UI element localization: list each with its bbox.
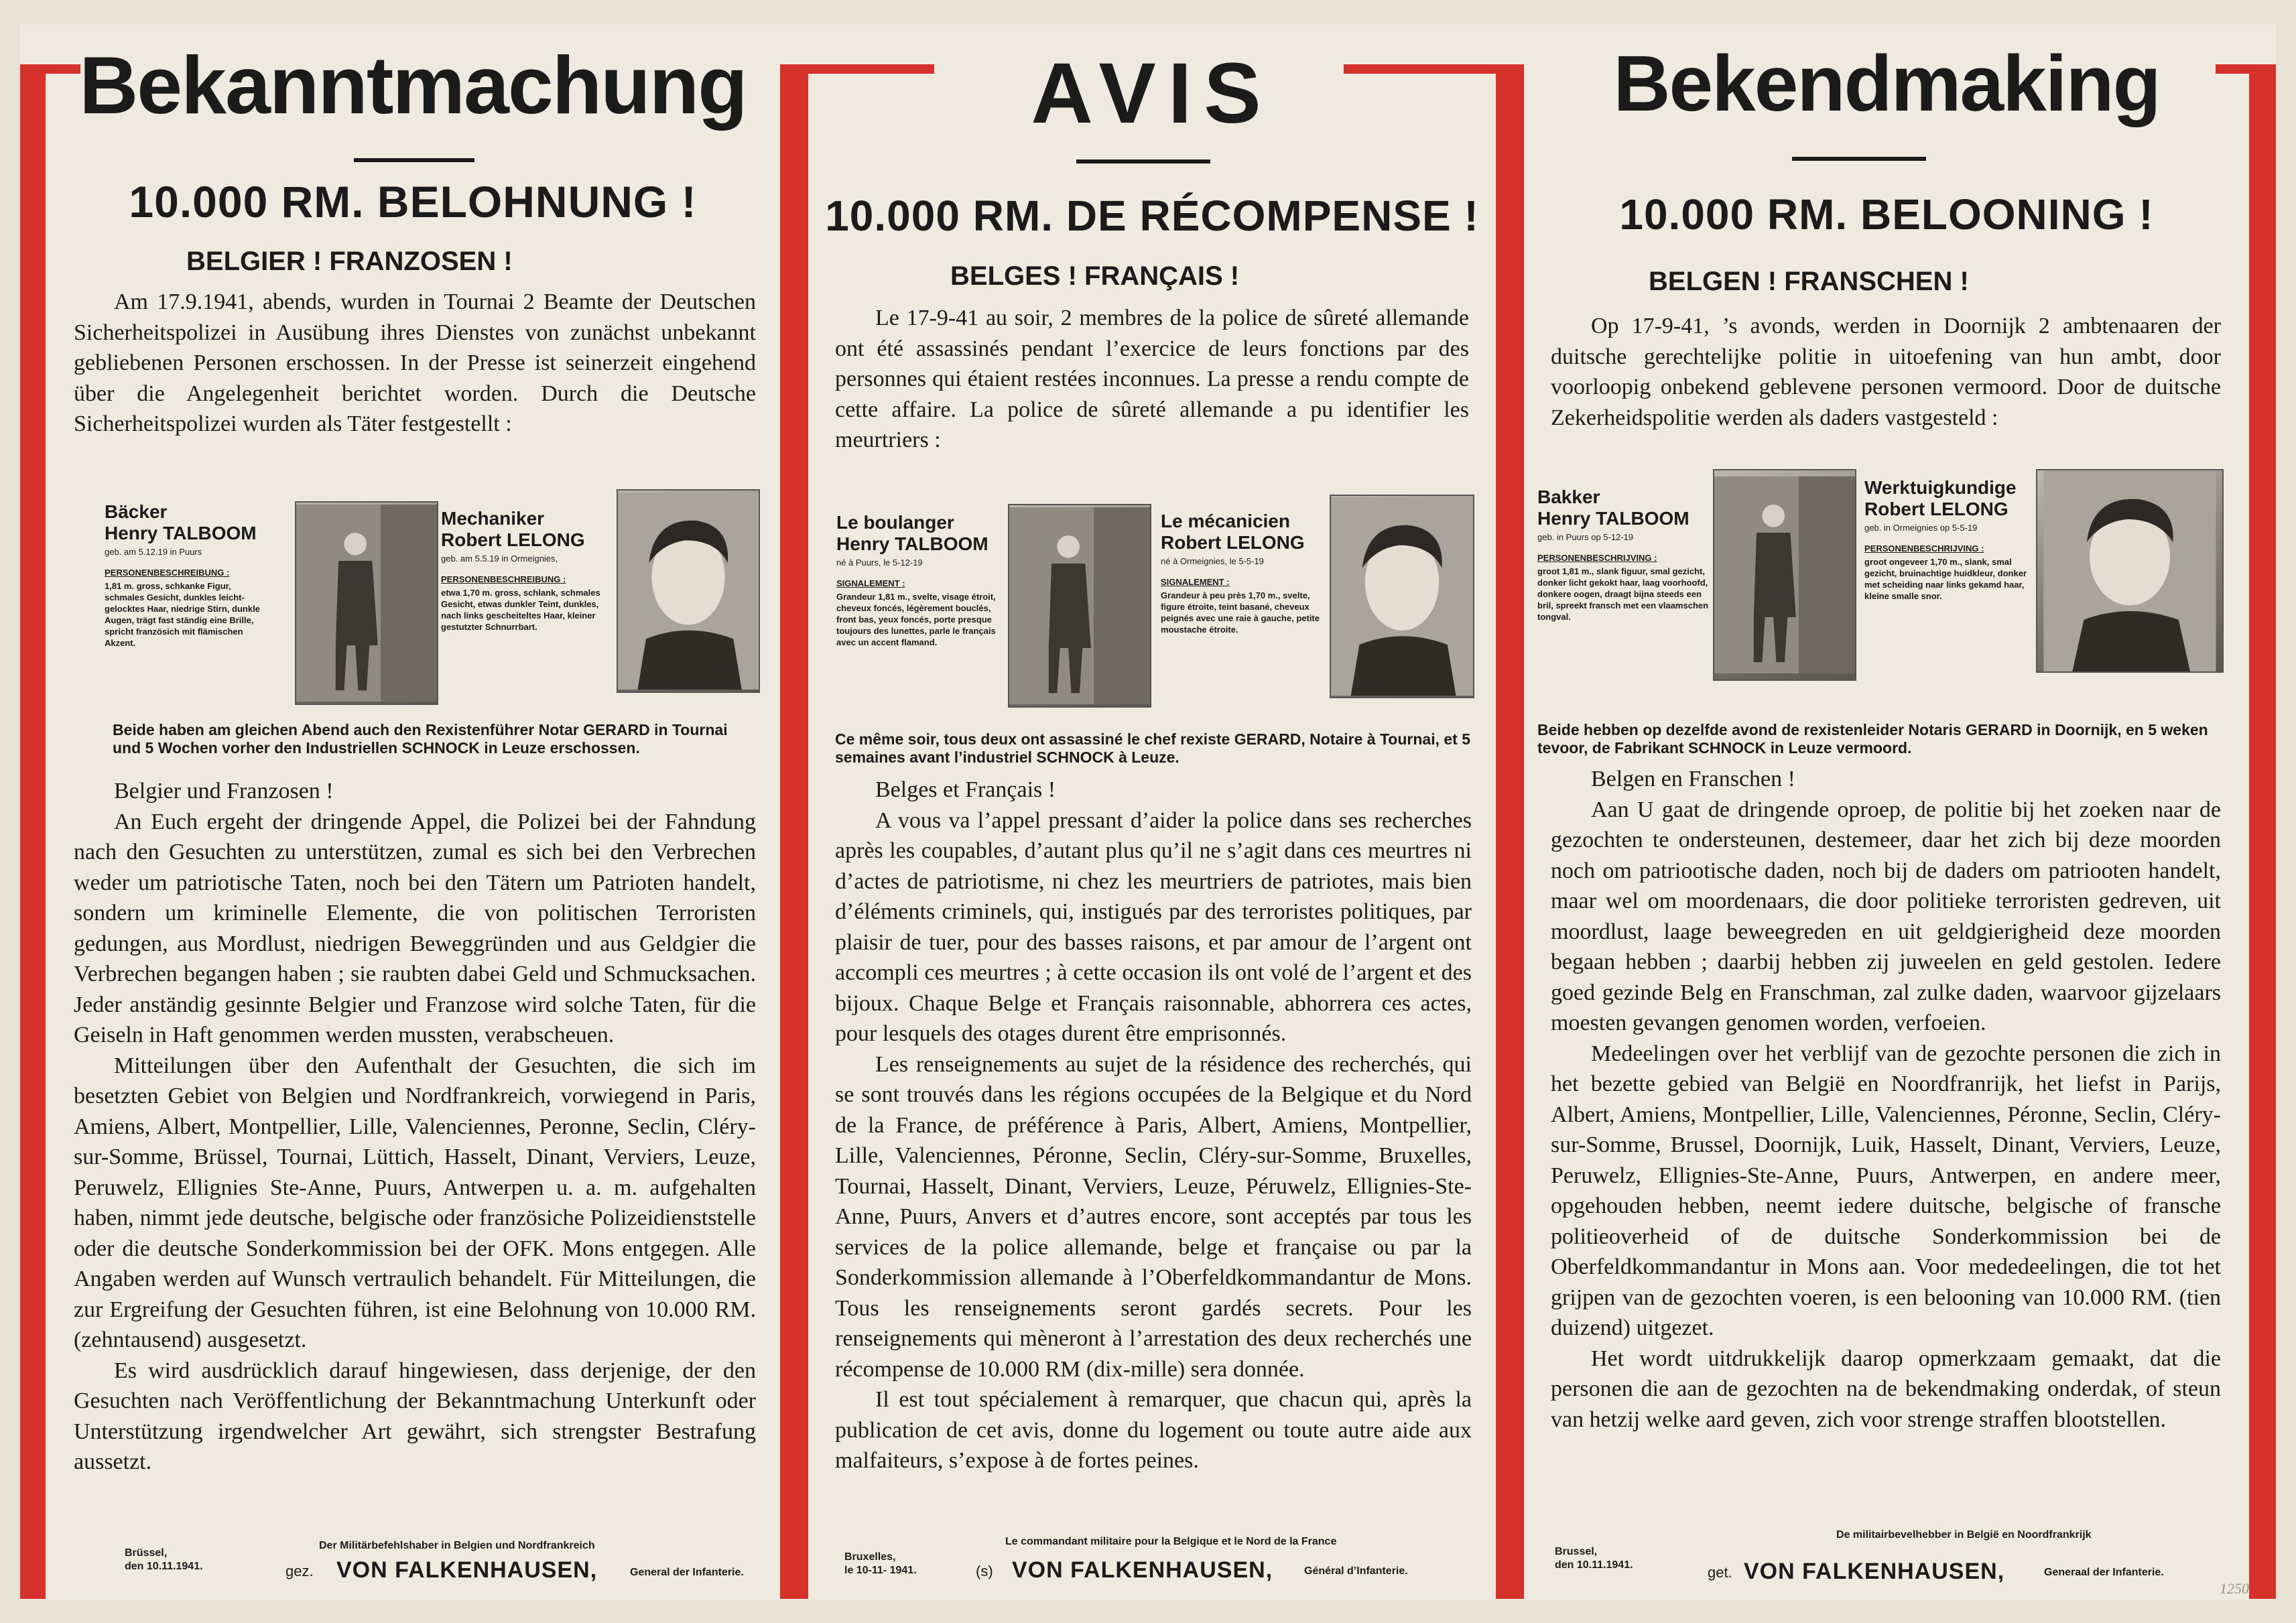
signer-rank: Generaal der Infanterie. xyxy=(2044,1567,2164,1578)
title-underline xyxy=(1076,159,1210,164)
place-date: Bruxelles, le 10-11- 1941. xyxy=(844,1551,917,1576)
paragraph: Belgier und Franzosen ! xyxy=(114,779,334,803)
place-date: Brüssel, den 10.11.1941. xyxy=(125,1547,203,1572)
paragraph: Aan U gaat de dringende oproep, de politie bij het zoeken naar de gezochten te ondersteunen, destemeer, daar het zich bij deze moorden noch om patriootische daden, noch bij de daders om patriooten handelt, maar wel om moordenaars, die door politieke terroristen gedreven, uit moordlust, laage beweegreden en uit geldgierigheid deze moorden begaan hebben ; daarbij hebben zij juweelen en geld gestolen. Iedere goed gezinde Belg en Franschman, zal zulke daden, waarvoor gijzelaars moesten gevangen genomen worden, verfoeien. xyxy=(1551,797,2221,1035)
signed-prefix: get. xyxy=(1708,1564,1732,1581)
paragraph: Il est tout spécialement à remarquer, que chacun qui, après la publication de cet avis, donne du logement ou toute autre aide aux malfaiteurs, s’expose à de fortes peines. xyxy=(835,1387,1472,1473)
person-talboom xyxy=(105,501,272,649)
signature-block xyxy=(125,1540,768,1594)
signer-rank: Général d’Infanterie. xyxy=(1304,1565,1408,1577)
intro-text xyxy=(1551,311,2221,433)
person-birth: né à Ormeignies, le 5-5-19 xyxy=(1161,556,1264,566)
photo-talboom xyxy=(295,501,438,705)
description-heading: PERSONENBESCHRIJVING : xyxy=(1537,553,1657,563)
person-title: Werktuigkundige Robert LELONG xyxy=(1864,477,2017,519)
portrait-photo-icon xyxy=(618,491,759,692)
portrait-photo-icon xyxy=(2037,470,2222,671)
paragraph: Medeelingen over het verblijf van de gezochte personen die zich in het bezette gebied van België en Noordfranrijk, het liefst in Parijs, Albert, Amiens, Montpellier, Lille, Valenciennes, Péronne, Seclin, Cléry-sur-Somme, Brussel, Doornijk, Luik, Hasselt, Dinant, Verviers, Leuze, Peruwelz, Ellignies-Ste-Anne, Puurs, Antwerpen, en andere meer, opgehouden hebben, neemt iedere duitsche, belgische of fransche politieoverheid of de duitsche Sonderkommission bei de Oberfeldkommandantur in Mons aan. Voor mededeelingen, die tot het grijpen van de gezochten voeren, is een belooning van 10.000 RM. (tien duizend) uitgezet. xyxy=(1551,1041,2221,1340)
person-lelong xyxy=(1161,511,1322,635)
description-text: groot ongeveer 1,70 m., slank, smal gezicht, bruinachtige huidkleur, donker met scheiding naar links gekamd haar, kleine smalle snor. xyxy=(1864,557,2027,601)
body-text xyxy=(1551,764,2221,1435)
person-lelong xyxy=(441,508,609,633)
subtitle: BELGES ! FRANÇAIS ! xyxy=(950,261,1240,291)
description-text: Grandeur à peu près 1,70 m., svelte, figure étroite, teint basané, cheveux peignés avec une raie à gauche, petite moustache étroite. xyxy=(1161,590,1320,635)
signer-name: VON FALKENHAUSEN, xyxy=(1012,1557,1273,1583)
person-birth: geb. am 5.5.19 in Ormeignies, xyxy=(441,554,558,564)
person-birth: geb. am 5.12.19 in Puurs xyxy=(105,547,202,557)
column-french xyxy=(808,24,1496,1600)
intro-paragraph: Am 17.9.1941, abends, wurden in Tournai 2 Beamte der Deutschen Sicherheitspolizei in Ausübung ihres Dienstes von zunächst unbekannt gebliebenen Personen erschossen. In der Presse ist seinerzeit eingehend über die Angelegenheit berichtet worden. Durch die Deutsche Sicherheitspolizei wurden als Täter festgestellt : xyxy=(74,289,756,436)
person-title: Le mécanicien Robert LELONG xyxy=(1161,511,1305,553)
person-title: Le boulanger Henry TALBOOM xyxy=(836,512,988,554)
person-title: Bäcker Henry TALBOOM xyxy=(105,501,257,543)
figure-photo-icon xyxy=(1714,470,1855,679)
paragraph: An Euch ergeht der dringende Appel, die Polizei bei der Fahndung nach den Gesuchten zu unterstützen, zumal es sich bei den Verbrechen weder um patriotische Taten, noch bei den Tätern um Patrioten handelt, sondern um kriminelle Elemente, die von politischen Terroristen gedungen, aus Mordlust, niedrigen Beweggründen und aus Geldgier die Verbrechen begangen haben ; sie raubten dabei Geld und Schmucksachen. Jeder anständig gesinnte Belgier und Franzose wird solche Taten, für die Geiseln in Haft genommen werden mussten, verabscheuen. xyxy=(74,809,756,1047)
intro-paragraph: Le 17-9-41 au soir, 2 membres de la police de sûreté allemande ont été assassinés pendant l’exercice de leurs fonctions par des personnes qui étaient restées inconnues. La presse a rendu compte de cette affaire. La police de sûreté allemande a pu identifier les meurtriers : xyxy=(835,306,1469,452)
description-text: groot 1,81 m., slank figuur, smal gezicht, donker licht gekokt haar, laag voorhoofd, donkere oogen, draagt bijna steeds een bril, spreekt fransch met een vlaamschen tongval. xyxy=(1537,566,1709,622)
description-text: etwa 1,70 m. gross, schlank, schmales Gesicht, etwas dunkler Teint, dunkles, nach links gescheiteltes Haar, kleiner gestutzter Schnurrbart. xyxy=(441,588,600,632)
body-text xyxy=(835,775,1472,1476)
description-heading: SIGNALEMENT : xyxy=(1161,577,1230,587)
signature-block xyxy=(844,1536,1481,1594)
column-dutch xyxy=(1524,24,2249,1600)
signer-name: VON FALKENHAUSEN, xyxy=(336,1557,598,1583)
intro-text xyxy=(74,287,756,440)
issuing-office: De militairbevelhebber in België en Noordfrankrijk xyxy=(1836,1529,2092,1541)
poster xyxy=(20,24,2276,1600)
paragraph: Belgen en Franschen ! xyxy=(1591,767,1795,791)
paragraph: A vous va l’appel pressant d’aider la police dans ses recherches après les coupables, d’autant plus qu’il ne s’agit dans ces meurtres ni d’actes de patriotisme, ni chez les meurtriers de patriotes, mais bien d’éléments criminels, qui, instigués par des terroristes politiques, par plaisir de tuer, pour des basses raisons, et par amour de l’argent ont accompli ces meurtres ; à cette occasion ils ont volé de l’argent et des bijoux. Chaque Belge et Français raisonnable, abhorrera ces actes, pour lesquels des otages durent être emprisonnés. xyxy=(835,807,1472,1046)
photo-talboom xyxy=(1713,469,1856,681)
photo-lelong xyxy=(617,489,760,693)
issuing-office: Der Militärbefehlshaber in Belgien und Nordfrankreich xyxy=(319,1540,595,1551)
note-text: Ce même soir, tous deux ont assassiné le chef rexiste GERARD, Notaire à Tournai, et 5 semaines avant l’industriel SCHNOCK à Leuze. xyxy=(835,730,1470,766)
note-text: Beide haben am gleichen Abend auch den Rexistenführer Notar GERARD in Tournai und 5 Wochen vorher den Industriellen SCHNOCK in Leuze erschossen. xyxy=(113,721,728,757)
paragraph: Les renseignements au sujet de la résidence des recherchés, qui se sont trouvés dans les régions occupées de la Belgique et du Nord de la France, de préférence à Paris, Albert, Amiens, Montpellier, Lille, Valenciennes, Péronne, Seclin, Cléry-sur-Somme, Bruxelles, Tournai, Hasselt, Dinant, Verviers, Leuze, Péruwelz, Ellignies-Ste-Anne, Puurs, Anvers et d’autres encore, sont acceptés par tous les services de la police allemande, belge et française ou par la Sonderkommission allemande à l’Oberfeldkommandantur de Mons. Tous les renseignements seront gardés secrets. Pour les renseignements qui mèneront à l’arrestation des deux recherchés une récompense de 10.000 RM (dix-mille) sera donnée. xyxy=(835,1051,1472,1382)
reward-heading: 10.000 RM. DE RÉCOMPENSE ! xyxy=(825,192,1479,240)
description-heading: PERSONENBESCHREIBUNG : xyxy=(441,574,566,584)
paragraph: Het wordt uitdrukkelijk daarop opmerkzaam gemaakt, dat die personen die aan de gezochten na de bekendmaking onderdak, of steun van hetzij welke aard geven, zich voor strenge straffen blootstellen. xyxy=(1551,1346,2221,1432)
intro-text xyxy=(835,303,1469,456)
red-rule-right xyxy=(2249,64,2276,1599)
portrait-photo-icon xyxy=(1331,496,1473,697)
pencil-mark: 1250 xyxy=(2220,1580,2249,1597)
person-talboom xyxy=(836,512,997,648)
person-title: Mechaniker Robert LELONG xyxy=(441,508,585,550)
person-title: Bakker Henry TALBOOM xyxy=(1537,486,1689,529)
body-text xyxy=(74,776,756,1478)
photo-lelong xyxy=(1330,495,1474,698)
description-heading: PERSONENBESCHRIJVING : xyxy=(1864,543,1984,554)
description-text: Grandeur 1,81 m., svelte, visage étroit, cheveux foncés, légèrement bouclés, front bas, yeux foncés, porte presque toujours des lunettes, parle le français avec un accent flamand. xyxy=(836,592,996,647)
signer-name: VON FALKENHAUSEN, xyxy=(1744,1559,2005,1584)
person-birth: geb. in Ormeignies op 5-5-19 xyxy=(1864,523,1978,533)
column-german xyxy=(46,24,780,1600)
person-birth: né à Puurs, le 5-12-19 xyxy=(836,558,923,568)
reward-heading: 10.000 RM. BELOHNUNG ! xyxy=(129,177,697,226)
title-underline xyxy=(354,158,474,162)
place-date: Brussel, den 10.11.1941. xyxy=(1555,1546,1633,1571)
title-underline xyxy=(1792,157,1926,161)
paragraph: Mitteilungen über den Aufenthalt der Gesuchten, die sich im besetzten Gebiet von Belgien und Nordfrankreich, vorwiegend in Paris, Amiens, Albert, Montpellier, Lille, Valenciennes, Peronne, Seclin, Cléry-sur-Somme, Brüssel, Tournai, Lüttich, Hasselt, Dinant, Verviers, Leuze, Peruwelz, Ellignies Ste-Anne, Puurs, Antwerpen u. a. m. aufgehalten haben, nimmt jede deutsche, belgische oder französiche Polizeidienststelle oder die deutsche Sonderkommission bei der OFK. Mons entgegen. Alle Angaben werden auf Wunsch vertraulich behandelt. Für Mitteilungen, die zur Ergreifung der Gesuchten führen, ist eine Belohnung von 10.000 RM. (zehntausend) ausgesetzt. xyxy=(74,1053,756,1352)
person-lelong xyxy=(1864,477,2039,602)
red-rule-center-right xyxy=(1496,64,1524,1599)
paragraph: Es wird ausdrücklich darauf hingewiesen, dass derjenige, der den Gesuchten nach Veröffentlichung der Bekanntmachung Unterkunft oder Unterstützung irgendwelcher Art gewährt, sich strengster Bestrafung aussetzt. xyxy=(74,1358,756,1474)
signed-prefix: (s) xyxy=(976,1563,993,1579)
figure-photo-icon xyxy=(296,503,437,704)
signed-prefix: gez. xyxy=(285,1563,314,1579)
note-text: Beide hebben op dezelfde avond de rexistenleider Notaris GERARD in Doornijk, en 5 weken tevoor, de Fabrikant SCHNOCK in Leuze vermoord. xyxy=(1537,721,2208,757)
person-birth: geb. in Puurs op 5-12-19 xyxy=(1537,532,1634,542)
signer-rank: General der Infanterie. xyxy=(630,1567,744,1578)
title: Bekanntmachung xyxy=(79,40,747,131)
photo-talboom xyxy=(1008,504,1151,708)
description-heading: SIGNALEMENT : xyxy=(836,578,905,588)
red-rule-left xyxy=(20,64,46,1599)
intro-paragraph: Op 17-9-41, ’s avonds, werden in Doornijk 2 ambtenaaren der duitsche gerechtelijke politie in uitoefening van hun ambt, door voorloopig onbekend geblevene personen vermoord. Door de duitsche Zekerheidspolitie werden als daders vastgesteld : xyxy=(1551,314,2221,430)
title: AVIS xyxy=(1031,46,1273,141)
description-text: 1,81 m. gross, schkanke Figur, schmales Gesicht, dunkles leicht-gelocktes Haar, niedrige Stirn, dunkle Augen, trägt fast ständig eine Brille, spricht französich mit flämischen Akzent. xyxy=(105,581,260,648)
subtitle: BELGEN ! FRANSCHEN ! xyxy=(1649,267,1969,296)
reward-heading: 10.000 RM. BELOONING ! xyxy=(1619,190,2154,239)
issuing-office: Le commandant militaire pour la Belgique et le Nord de la France xyxy=(1005,1536,1337,1547)
title: Bekendmaking xyxy=(1613,40,2160,128)
paragraph: Belges et Français ! xyxy=(875,777,1056,802)
person-talboom xyxy=(1537,486,1712,623)
signature-block xyxy=(1555,1529,2225,1594)
subtitle: BELGIER ! FRANZOSEN ! xyxy=(186,247,513,276)
figure-photo-icon xyxy=(1009,505,1150,706)
photo-lelong xyxy=(2036,469,2224,673)
description-heading: PERSONENBESCHREIBUNG : xyxy=(105,568,230,578)
red-rule-center-left xyxy=(780,64,808,1599)
